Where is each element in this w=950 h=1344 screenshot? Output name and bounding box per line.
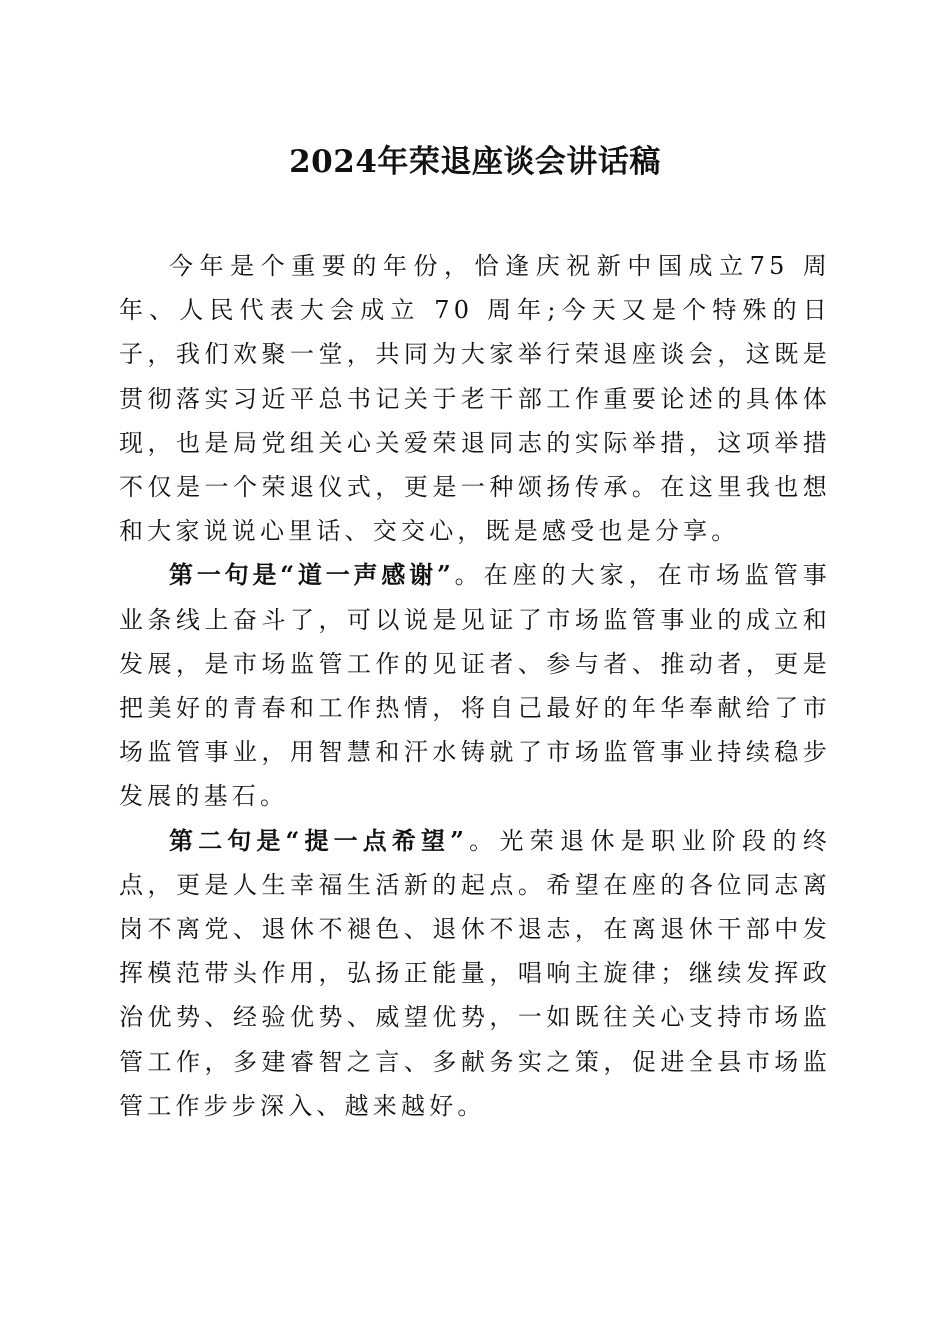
paragraph-thanks-text: 。在座的大家，在市场监管事业条线上奋斗了，可以说是见证了市场监管事业的成立和发展，是市场监管工作的见证者、参与者、推动者，更是把美好的青春和工作热情，将自己最好的年华奉献给了市场监管事业，用智慧和汗水铸就了市场监管事业持续稳步发展的基石。 — [119, 561, 831, 811]
paragraph-hope-heading: 第二句是“提一点希望” — [169, 825, 467, 855]
paragraph-thanks — [119, 553, 831, 818]
paragraph-intro-text: 今年是个重要的年份，恰逢庆祝新中国成立75 周年、人民代表大会成立 70 周年;今天又是个特殊的日子，我们欢聚一堂，共同为大家举行荣退座谈会，这既是贯彻落实习近平总书记关于老干部工作重要论述的具体体现，也是局党组关心关爱荣退同志的实际举措，这项举措不仅是一个荣退仪式，更是一种颂扬传承。在这里我也想和大家说说心里话、交交心，既是感受也是分享。 — [119, 252, 831, 546]
document-title: 2024年荣退座谈会讲话稿 — [289, 144, 661, 180]
paragraph-hope — [119, 819, 831, 1128]
paragraph-thanks-heading: 第一句是“道一声感谢” — [169, 560, 454, 590]
document-body — [119, 244, 831, 1128]
paragraph-intro — [119, 244, 831, 553]
paragraph-hope-text: 。光荣退休是职业阶段的终点，更是人生幸福生活新的起点。希望在座的各位同志离岗不离党、退休不褪色、退休不退志，在离退休干部中发挥模范带头作用，弘扬正能量，唱响主旋律；继续发挥政治优势、经验优势、威望优势，一如既往关心支持市场监管工作，多建睿智之言、多献务实之策，促进全县市场监管工作步步深入、越来越好。 — [119, 826, 831, 1120]
